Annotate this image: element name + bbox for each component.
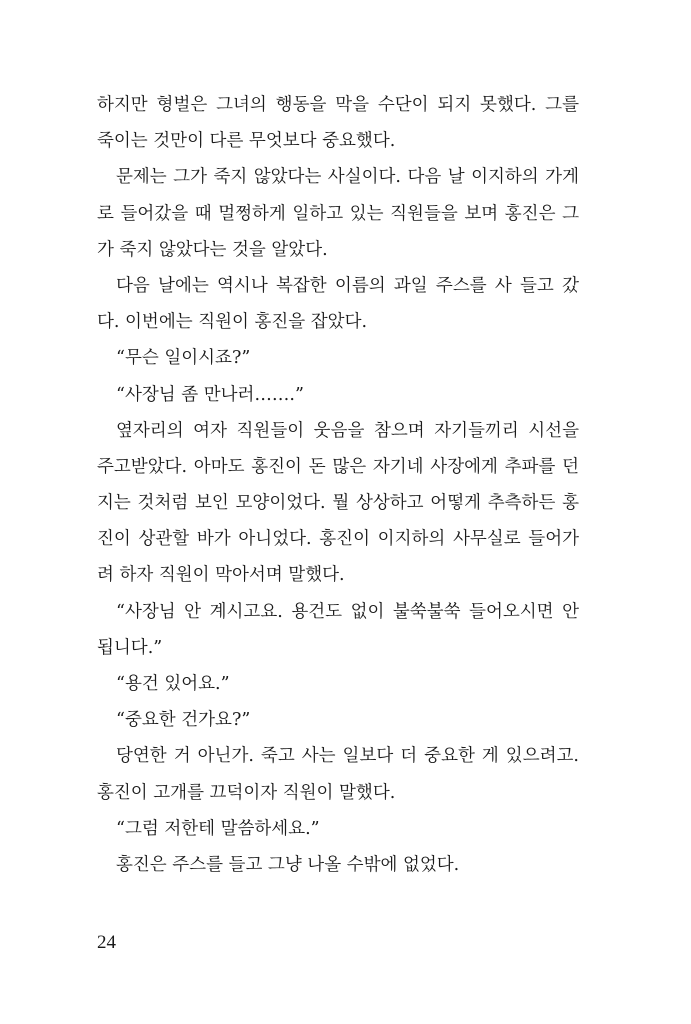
text-line: “중요한 건가요?” (116, 710, 251, 731)
text-line: 진이 상관할 바가 아니었다. 홍진이 이지하의 사무실로 들어가 (97, 529, 579, 550)
text-line: 로 들어갔을 때 멀쩡하게 일하고 있는 직원들을 보며 홍진은 그 (97, 203, 579, 224)
text-line: 당연한 거 아닌가. 죽고 사는 일보다 더 중요한 게 있으려고. (116, 746, 579, 767)
body-text (97, 87, 579, 883)
text-line: 죽이는 것만이 다른 무엇보다 중요했다. (97, 131, 396, 152)
text-line: 려 하자 직원이 막아서며 말했다. (97, 565, 345, 586)
text-line: “용건 있어요.” (116, 674, 230, 694)
paragraph (97, 702, 579, 738)
text-line: 다음 날에는 역시나 복잡한 이름의 과일 주스를 사 들고 갔 (116, 275, 579, 296)
paragraph (97, 594, 579, 666)
paragraph (97, 340, 579, 376)
text-line: 주고받았다. 아마도 홍진이 돈 많은 자기네 사장에게 추파를 던 (97, 456, 579, 477)
text-line: 가 죽지 않았다는 것을 알았다. (97, 239, 328, 260)
text-line: “사장님 좀 만나러…….” (116, 384, 304, 405)
text-line: 옆자리의 여자 직원들이 웃음을 참으며 자기들끼리 시선을 (116, 420, 579, 441)
paragraph (97, 377, 579, 413)
text-line: 문제는 그가 죽지 않았다는 사실이다. 다음 날 이지하의 가게 (116, 167, 579, 188)
text-line: 홍진이 고개를 끄덕이자 직원이 말했다. (97, 782, 396, 803)
text-line: “무슨 일이시죠?” (116, 348, 251, 369)
text-line: 지는 것처럼 보인 모양이었다. 뭘 상상하고 어떻게 추측하든 홍 (97, 493, 579, 514)
paragraph (97, 811, 579, 847)
paragraph (97, 87, 579, 159)
text-line: 됩니다.” (97, 637, 163, 658)
text-line: 하지만 형벌은 그녀의 행동을 막을 수단이 되지 못했다. 그를 (97, 95, 579, 115)
page-number: 24 (97, 932, 116, 953)
paragraph (97, 738, 579, 810)
paragraph (97, 847, 579, 883)
paragraph (97, 413, 579, 594)
text-line: 다. 이번에는 직원이 홍진을 잡았다. (97, 312, 368, 333)
text-line: “그럼 저한테 말씀하세요.” (116, 818, 320, 839)
paragraph (97, 159, 579, 268)
text-line: “사장님 안 계시고요. 용건도 없이 불쑥불쑥 들어오시면 안 (116, 601, 579, 622)
paragraph (97, 666, 579, 702)
text-line: 홍진은 주스를 들고 그냥 나올 수밖에 없었다. (116, 854, 460, 875)
paragraph (97, 268, 579, 340)
